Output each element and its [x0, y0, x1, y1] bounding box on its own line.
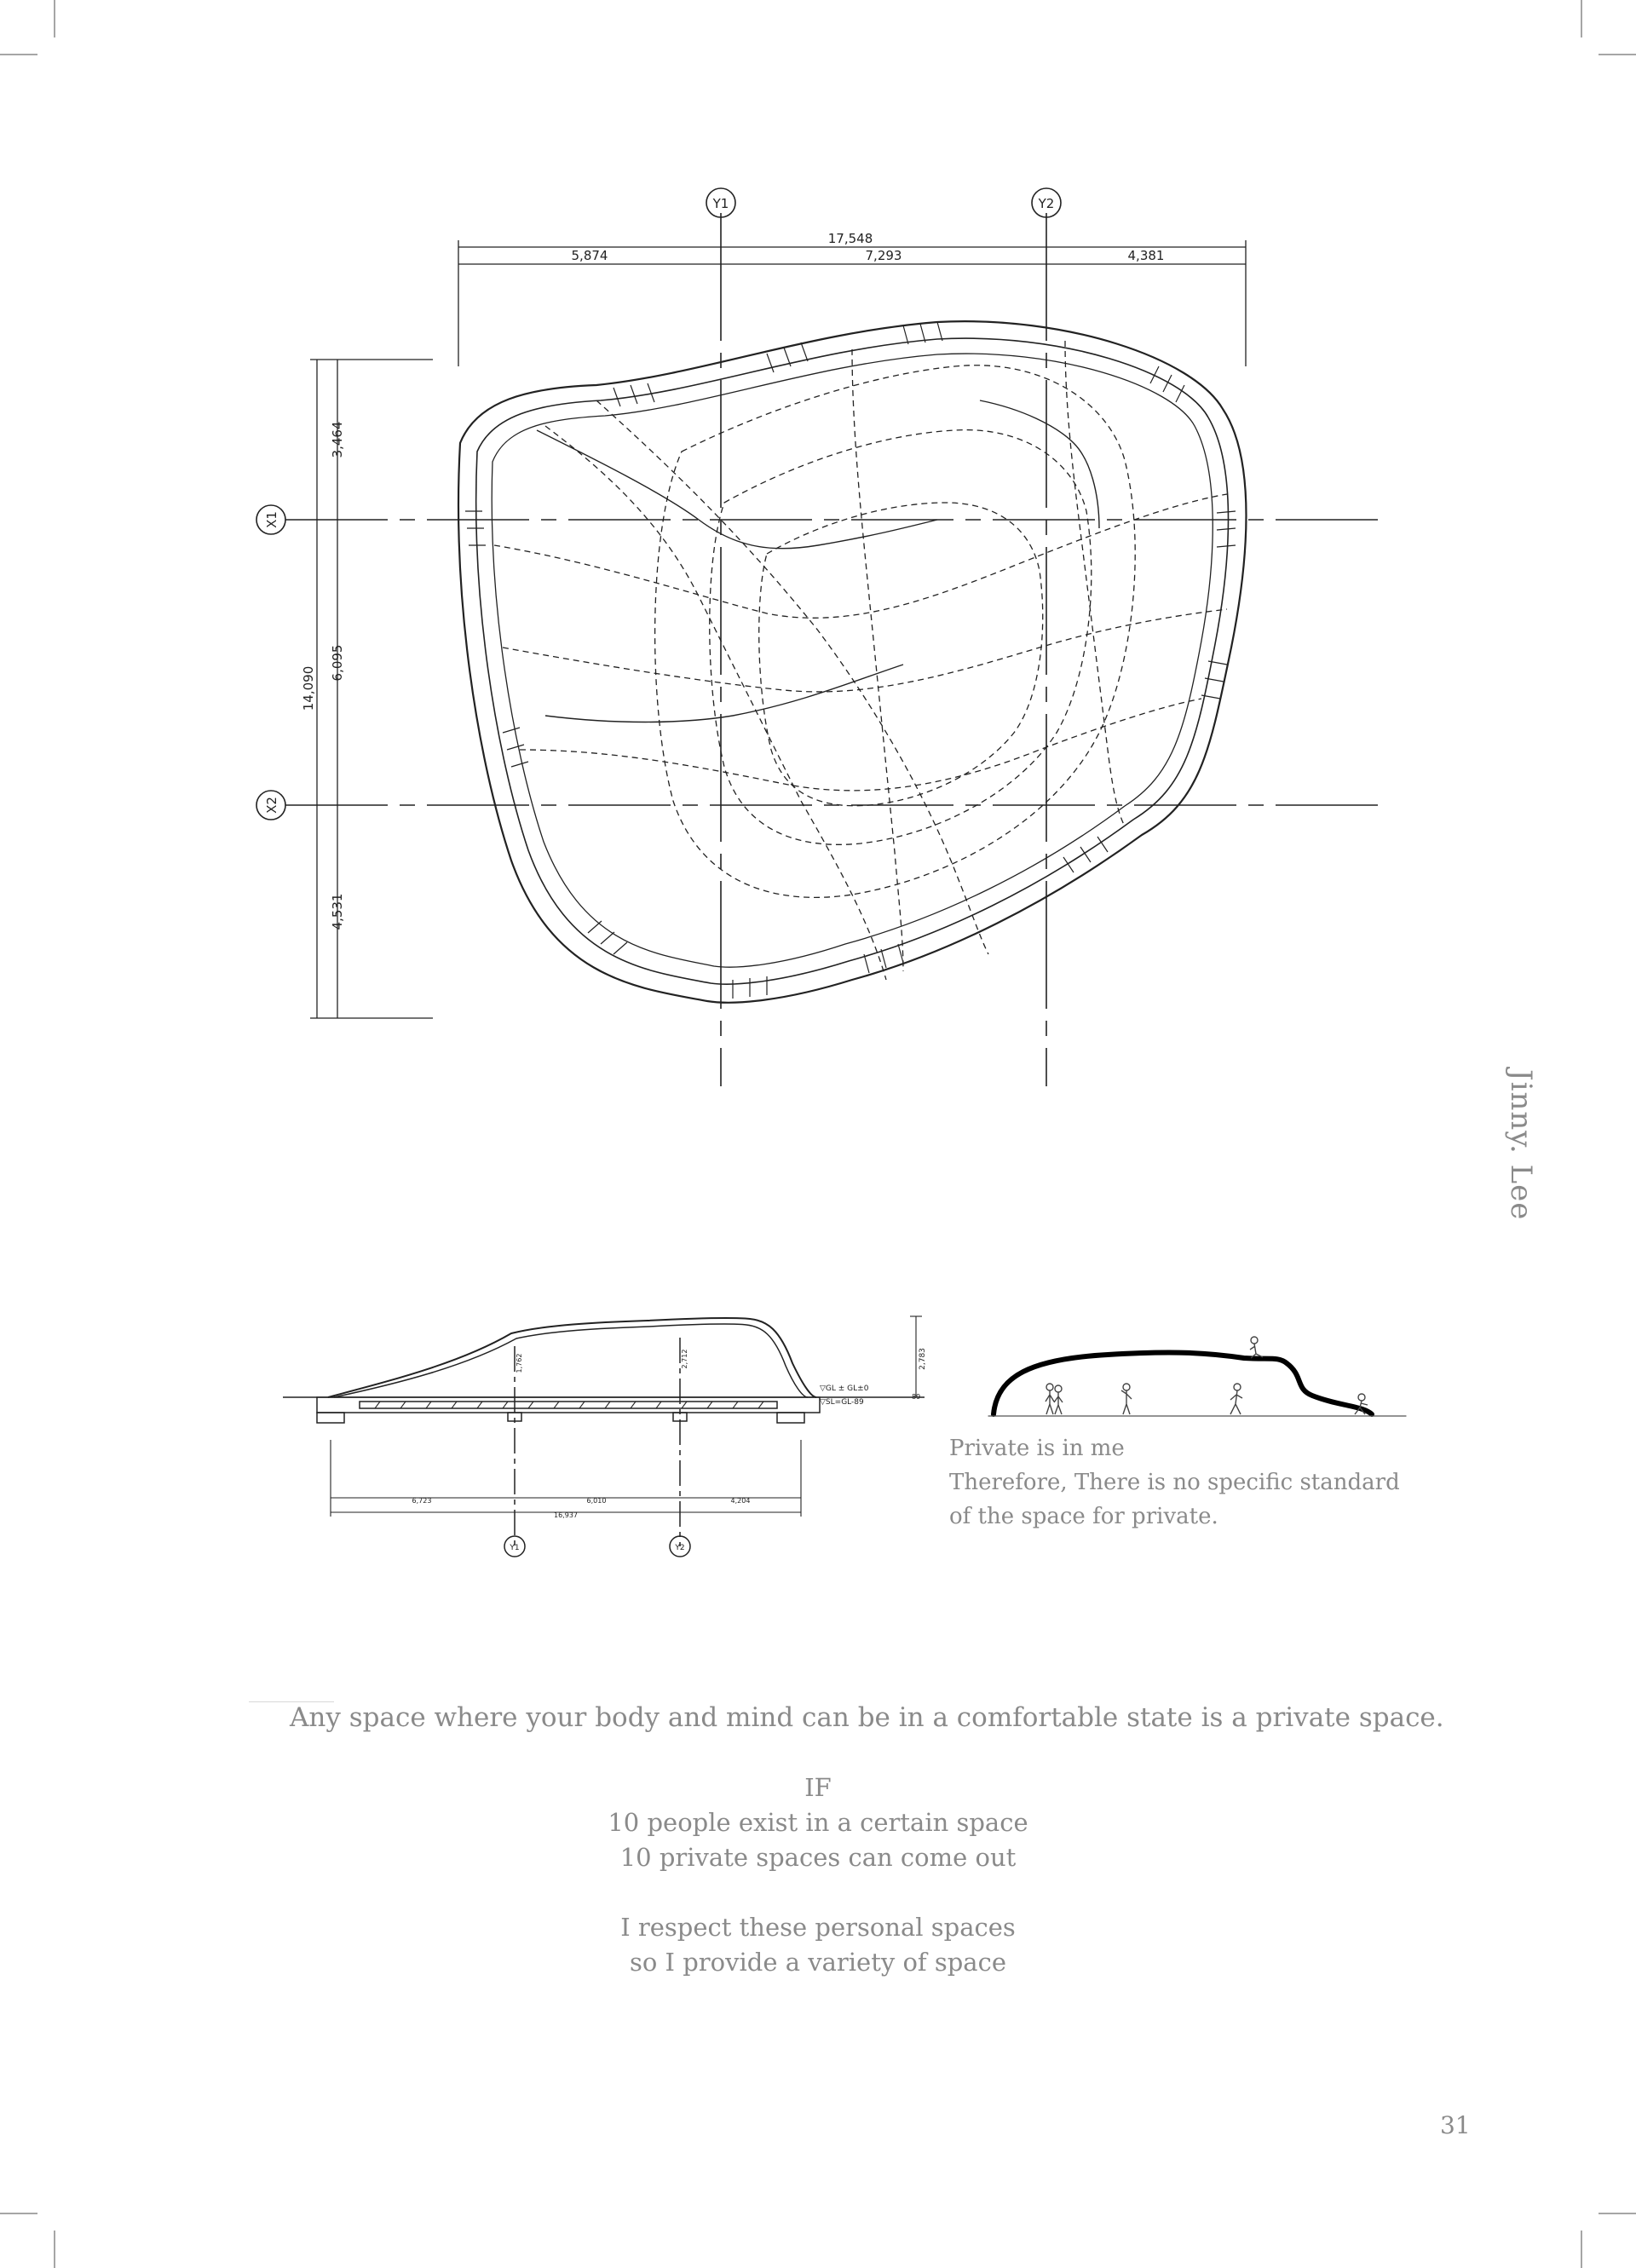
section-roof-outer — [328, 1318, 816, 1397]
footing-left — [317, 1413, 344, 1423]
caption-line-1: Private is in me — [949, 1436, 1125, 1461]
contour-lines — [494, 341, 1227, 980]
section-level-2: 2,712 — [681, 1349, 688, 1369]
concept-caption — [949, 1431, 1400, 1534]
slab-hatching — [375, 1402, 763, 1408]
section-drawing — [281, 1304, 937, 1568]
figure-pair — [1046, 1384, 1063, 1414]
dim-overall-width: 17,548 — [827, 231, 873, 246]
section-level-gl: ▽GL ± GL±0 — [820, 1384, 869, 1393]
caption-line-2: Therefore, There is no specific standard — [949, 1470, 1400, 1495]
caption-line-3: of the space for private. — [949, 1504, 1218, 1529]
center-line-1: 10 people exist in a certain space — [608, 1808, 1028, 1837]
floor-plan-drawing — [239, 170, 1406, 1099]
figure-standing — [1121, 1384, 1132, 1414]
dim-overall-depth: 14,090 — [301, 665, 316, 711]
section-level-1: 1,762 — [516, 1353, 523, 1373]
floor-slab — [317, 1397, 820, 1413]
dim-width-2: 7,293 — [865, 248, 902, 263]
plan-label-y1: Y1 — [712, 196, 729, 211]
section-dim-width-3: 4,204 — [730, 1497, 751, 1505]
section-label-y2: Y2 — [675, 1544, 685, 1552]
section-dim-width-1: 6,723 — [412, 1497, 432, 1505]
section-dim-width-2: 6,010 — [586, 1497, 607, 1505]
center-line-4: so I provide a variety of space — [629, 1948, 1006, 1977]
plan-label-x2: X2 — [264, 797, 279, 814]
inner-shell-outline — [476, 338, 1229, 984]
human-figures — [1046, 1337, 1368, 1414]
author-name: Jinny. Lee — [1504, 1069, 1538, 1221]
plan-label-x1: X1 — [264, 511, 279, 528]
dim-depth-2: 6,095 — [330, 644, 345, 682]
concept-sketch — [971, 1312, 1414, 1431]
if-heading: IF — [804, 1773, 832, 1802]
section-level-offset: 89 — [912, 1393, 921, 1401]
section-dim-height: 2,783 — [919, 1348, 927, 1370]
private-space-statement: Any space where your body and mind can be in a comfortable state is a private space. — [290, 1702, 1444, 1733]
centered-text-block — [477, 1770, 1159, 1980]
dim-depth-3: 4,531 — [330, 893, 345, 930]
section-dim-overall: 16,937 — [554, 1511, 578, 1519]
section-roof-inner — [334, 1324, 808, 1397]
figure-on-roof — [1250, 1337, 1263, 1358]
inner-wall-line — [492, 354, 1213, 967]
shell-hatching — [465, 322, 1236, 999]
footing-right — [777, 1413, 804, 1423]
plan-label-y2: Y2 — [1038, 196, 1055, 211]
dim-depth-1: 3,464 — [330, 421, 345, 458]
page-number: 31 — [1440, 2111, 1471, 2139]
section-level-sl: ▽SL=GL-89 — [820, 1398, 864, 1407]
dim-width-1: 5,874 — [571, 248, 608, 263]
section-label-y1: Y1 — [510, 1544, 520, 1552]
floor-inner — [360, 1402, 777, 1408]
feature-lines — [537, 400, 1099, 722]
center-spacer — [477, 1875, 1159, 1910]
figure-walking — [1230, 1384, 1242, 1414]
center-line-2: 10 private spaces can come out — [619, 1843, 1017, 1872]
dim-width-3: 4,381 — [1127, 248, 1165, 263]
center-line-3: I respect these personal spaces — [620, 1913, 1016, 1942]
